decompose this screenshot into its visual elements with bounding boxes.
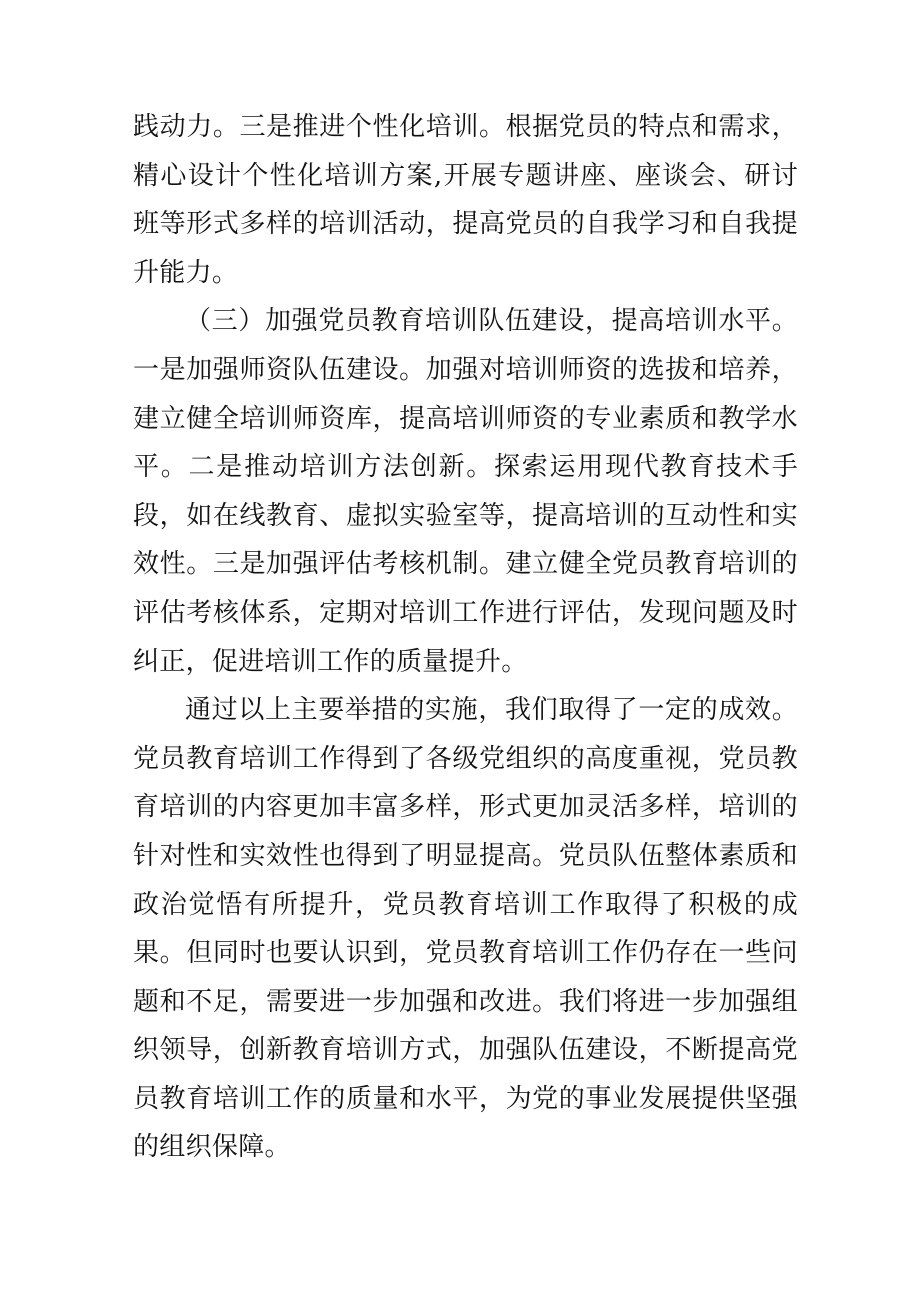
paragraph-1: 践动力。三是推进个性化培训。根据党员的特点和需求，精心设计个性化培训方案,开展专题讲座、座谈会、研讨班等形式多样的培训活动，提高党员的自我学习和自我提升能力。 bbox=[133, 112, 798, 288]
paragraph-3: 通过以上主要举措的实施，我们取得了一定的成效。党员教育培训工作得到了各级党组织的高度重视，党员教育培训的内容更加丰富多样，形式更加灵活多样，培训的针对性和实效性也得到了明显提高。党员队伍整体素质和政治觉悟有所提升，党员教育培训工作取得了积极的成果。但同时也要认识到，党员教育培训工作仍存在一些问题和不足，需要进一步加强和改进。我们将进一步加强组织领导，创新教育培训方式，加强队伍建设，不断提高党员教育培训工作的质量和水平，为党的事业发展提供坚强的组织保障。 bbox=[133, 695, 798, 1163]
paragraph-2: （三）加强党员教育培训队伍建设，提高培训水平。一是加强师资队伍建设。加强对培训师资的选拔和培养，建立健全培训师资库，提高培训师资的专业素质和教学水平。二是推动培训方法创新。探索运用现代教育技术手段，如在线教育、虚拟实验室等，提高培训的互动性和实效性。三是加强评估考核机制。建立健全党员教育培训的评估考核体系，定期对培训工作进行评估，发现问题及时纠正，促进培训工作的质量提升。 bbox=[133, 306, 798, 677]
document-body bbox=[133, 103, 798, 1172]
